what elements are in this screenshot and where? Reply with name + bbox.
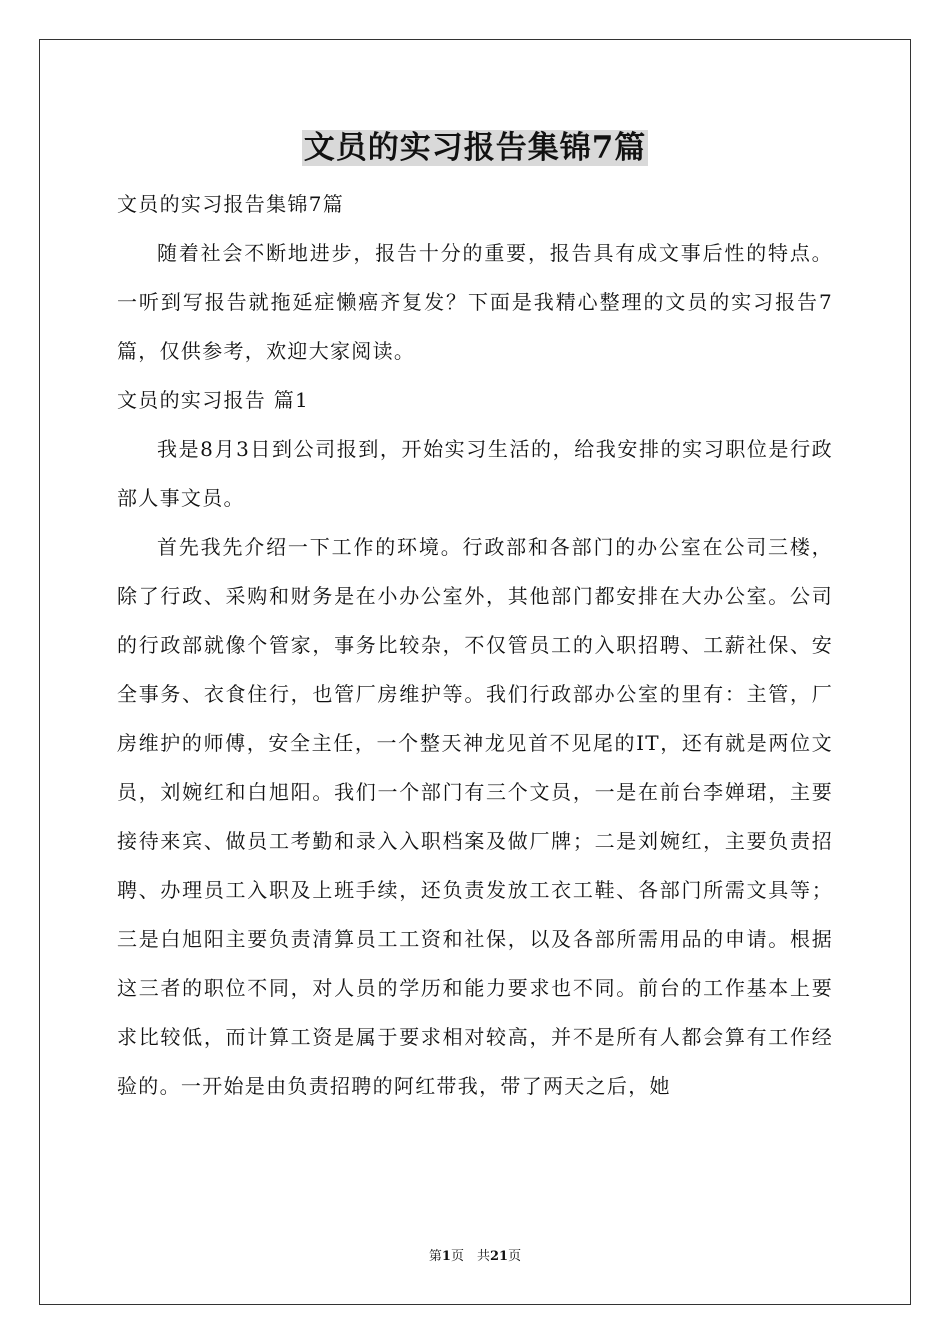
footer-total-pages: 21 [489, 1249, 509, 1264]
footer-page-mid: 页 共 [450, 1249, 490, 1264]
document-title [0, 126, 950, 170]
footer-page-suffix: 页 [508, 1249, 522, 1264]
body-paragraph: 文员的实习报告集锦7篇 [117, 192, 345, 216]
page-footer [0, 1248, 950, 1266]
footer-current-page: 1 [441, 1249, 451, 1264]
document-title-text: 文员的实习报告集锦7篇 [303, 130, 647, 166]
document-body [117, 180, 833, 1111]
body-paragraph: 我是8月3日到公司报到，开始实习生活的，给我安排的实习职位是行政部人事文员。 [117, 437, 833, 510]
body-paragraph: 首先我先介绍一下工作的环境。行政部和各部门的办公室在公司三楼，除了行政、采购和财务是在小办公室外，其他部门都安排在大办公室。公司的行政部就像个管家，事务比较杂，不仅管员工的入职招聘、工薪社保、安全事务、衣食住行，也管厂房维护等。我们行政部办公室的里有：主管，厂房维护的师傅，安全主任，一个整天神龙见首不见尾的IT，还有就是两位文员，刘婉红和白旭阳。我们一个部门有三个文员，一是在前台李婵珺，主要接待来宾、做员工考勤和录入入职档案及做厂牌；二是刘婉红，主要负责招聘、办理员工入职及上班手续，还负责发放工衣工鞋、各部门所需文具等；三是白旭阳主要负责清算员工工资和社保，以及各部所需用品的申请。根据这三者的职位不同，对人员的学历和能力要求也不同。前台的工作基本上要求比较低，而计算工资是属于要求相对较高，并不是所有人都会算有工作经验的。一开始是由负责招聘的阿红带我，带了两天之后，她 [117, 535, 833, 1098]
footer-page-prefix: 第 [428, 1249, 442, 1264]
body-paragraph: 随着社会不断地进步，报告十分的重要，报告具有成文事后性的特点。一听到写报告就拖延症懒癌齐复发？下面是我精心整理的文员的实习报告7篇，仅供参考，欢迎大家阅读。 [117, 241, 833, 363]
section-heading: 文员的实习报告 篇1 [117, 388, 310, 412]
